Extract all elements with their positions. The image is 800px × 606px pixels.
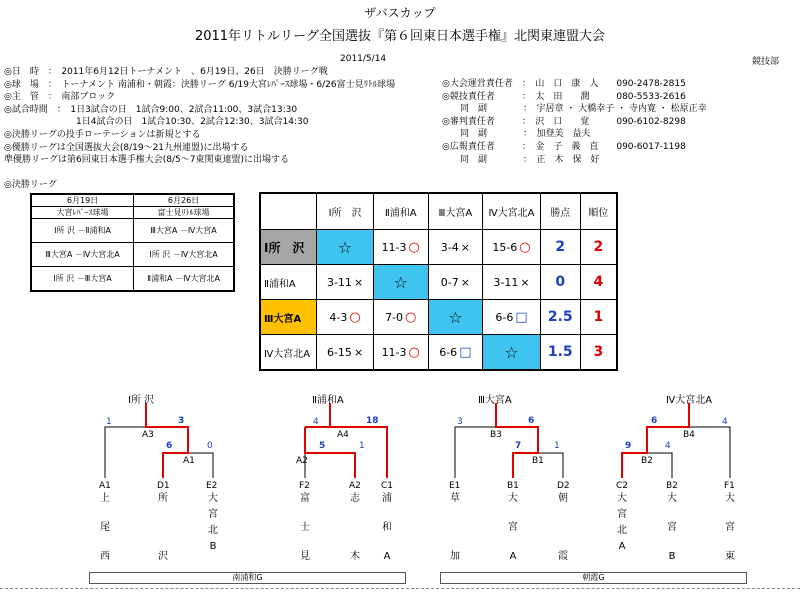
score: 15-6	[492, 240, 518, 254]
bracket-score: 4	[722, 417, 728, 427]
bracket-score: 9	[625, 441, 632, 451]
staff-line: ◎大会運営責任者 ： 山 口 康 人 090-2478-2815	[442, 79, 686, 89]
bracket-score: 6	[528, 416, 535, 426]
schedule-match: Ⅰ所 沢 －Ⅳ大宮北A	[134, 243, 234, 267]
score: 0-7	[440, 275, 459, 289]
bracket-title: Ⅱ浦和A	[312, 395, 344, 406]
rank-cell: 1	[580, 300, 617, 335]
team-name: 大 宮 B	[667, 493, 677, 562]
column-header: Ⅲ大宮A	[428, 193, 483, 230]
bracket-score: 1	[106, 417, 112, 427]
score: 7-0	[385, 310, 404, 324]
schedule-match: Ⅲ大宮A －Ⅳ大宮A	[134, 219, 234, 243]
team-cell: Ⅰ所 沢	[260, 230, 317, 265]
column-header: Ⅱ浦和A	[373, 193, 428, 230]
team-name: 大 宮 北 B	[208, 493, 218, 552]
bracket-title: Ⅳ大宮北A	[666, 395, 713, 406]
game-label: A4	[337, 430, 349, 440]
seed-id: F1	[724, 481, 735, 491]
bracket-title: Ⅲ大宮A	[478, 395, 512, 406]
info-line: ◎決勝リーグの投手ローテーションは新規とする	[4, 129, 201, 140]
team-cell: Ⅳ大宮北A	[260, 335, 317, 371]
points-cell: 2	[540, 230, 580, 265]
info-line: ◎日 時 ： 2011年6月12日トーナメント 、6月19日、26日 決勝リーグ戦	[4, 67, 328, 77]
seed-id: C1	[381, 481, 394, 491]
bracket-score: 4	[665, 441, 671, 451]
score: 11-3	[381, 240, 407, 254]
team-name: 浦 和 A	[382, 493, 392, 562]
rank-cell: 2	[580, 230, 617, 265]
rank-cell: 3	[580, 335, 617, 371]
self-match-cell: ☆	[428, 300, 483, 335]
schedule-venue: 富士見ﾘﾄﾙ球場	[134, 207, 234, 219]
score: 11-3	[381, 345, 407, 359]
staff-line: ◎審判責任者 ： 沢 口 覚 090-6102-8298	[442, 116, 686, 127]
staff-line: ◎広報責任者 ： 金 子 義 直 090-6017-1198	[442, 141, 686, 152]
team-name: 大 宮 A	[508, 493, 518, 562]
bracket-score: 0	[207, 441, 213, 451]
info-line: ◎球 場 ： トーナメント 南浦和・朝霞：決勝リーグ 6/19大宮ﾚﾊﾟｰｽ球場・6/26富士見ﾘﾄﾙ球場	[4, 79, 396, 90]
team-name: 大 宮 北 A	[617, 493, 627, 552]
loss-mark: ×	[353, 345, 364, 359]
staff-line: 同 副 ： 宇居章 ・ 大橋幸子 ・ 寺内寛 ・ 松原正幸	[442, 104, 707, 115]
page-divider	[0, 588, 800, 589]
score: 6-6	[495, 310, 514, 324]
venue-footer: 朝霞G	[440, 572, 747, 584]
team-name: 草 加	[450, 493, 460, 562]
team-name: 志 木	[350, 493, 360, 562]
info-line: ◎試合時間 ： 1日3試合の日 1試合9:00、2試合11:00、3試合13:30	[4, 104, 298, 115]
score: 3-4	[440, 240, 459, 254]
loss-mark: ×	[520, 275, 530, 289]
win-mark: ○	[349, 309, 361, 325]
rank-cell: 4	[580, 265, 617, 300]
game-label: A1	[183, 456, 195, 466]
team-name: 所 沢	[158, 493, 168, 562]
bracket-line	[689, 427, 730, 478]
win-mark: ○	[405, 309, 417, 325]
game-label: B3	[490, 430, 502, 440]
points-cell: 1.5	[540, 335, 580, 371]
seed-id: E2	[206, 481, 218, 491]
seed-id: C2	[616, 481, 629, 491]
self-match-cell: ☆	[317, 230, 374, 265]
venue-footer: 南浦和G	[89, 572, 406, 584]
info-line: ◎決勝リーグ	[4, 179, 57, 190]
schedule-match: Ⅲ大宮A －Ⅳ大宮北A	[31, 243, 134, 267]
bracket-score: 3	[457, 417, 463, 427]
bracket-score: 1	[554, 441, 560, 451]
winner-path	[622, 403, 689, 478]
team-name: 富 士 見	[300, 493, 310, 562]
bracket-score: 7	[515, 441, 522, 451]
seed-id: D1	[157, 481, 170, 491]
bracket-line	[105, 427, 146, 478]
schedule-match: Ⅱ浦和A －Ⅳ大宮北A	[134, 267, 234, 292]
team-name: 朝 霞	[558, 493, 568, 562]
loss-mark: ×	[353, 275, 364, 289]
score: 4-3	[329, 310, 348, 324]
win-mark: ○	[408, 344, 420, 360]
seed-id: B1	[507, 481, 519, 491]
bracket-score: 4	[313, 417, 319, 427]
bracket-score: 3	[178, 416, 185, 426]
column-header: 勝点	[540, 193, 580, 230]
page-title: 2011年リトルリーグ全国選抜『第６回東日本選手権』北関東連盟大会	[194, 29, 606, 44]
info-line: ◎主 管 ： 南部ブロック	[4, 92, 116, 103]
draw-mark: □	[459, 344, 472, 360]
bracket-score: 18	[366, 416, 379, 426]
win-mark: ○	[519, 239, 531, 255]
team-name: 上 尾 西	[100, 493, 110, 562]
seed-id: B2	[666, 481, 678, 491]
bracket-score: 6	[651, 416, 658, 426]
team-cell: Ⅱ浦和A	[260, 265, 317, 300]
seed-id: F2	[299, 481, 310, 491]
info-line: ◎優勝リーグは全国選抜大会(8/19～21九州連盟)に出場する	[4, 142, 249, 153]
schedule-match: Ⅰ所 沢 －Ⅱ浦和A	[31, 219, 134, 243]
bracket-line	[305, 453, 330, 478]
self-match-cell: ☆	[373, 265, 428, 300]
self-match-cell: ☆	[483, 335, 541, 371]
points-cell: 2.5	[540, 300, 580, 335]
game-label: B4	[683, 430, 695, 440]
loss-mark: ×	[460, 240, 470, 254]
game-label: B2	[641, 456, 653, 466]
document-date: 2011/5/14	[340, 54, 387, 64]
schedule-venue: 大宮ﾚﾊﾟｰｽ球場	[31, 207, 134, 219]
game-label: A3	[142, 430, 154, 440]
bracket-score: 6	[166, 441, 173, 451]
seed-id: D2	[557, 481, 570, 491]
schedule-date: 6月19日	[31, 194, 134, 207]
seed-id: A2	[349, 481, 361, 491]
bracket-score: 1	[359, 441, 365, 451]
team-name: 大 宮 東	[725, 493, 735, 562]
seed-id: A1	[99, 481, 111, 491]
score: 6-15	[326, 345, 352, 359]
draw-mark: □	[515, 309, 528, 325]
info-line: 準優勝リーグは第6回東日本選手権大会(8/5～7東関東連盟)に出場する	[4, 155, 289, 166]
department: 競技部	[752, 57, 780, 67]
game-label: A2	[296, 456, 308, 466]
column-header: Ⅰ所 沢	[317, 193, 374, 230]
sponsor-title: ザバスカップ	[364, 6, 436, 20]
staff-line: 同 副 ： 正 木 保 好	[442, 154, 600, 165]
seed-id: E1	[449, 481, 461, 491]
column-header: 順位	[580, 193, 617, 230]
schedule-date: 6月26日	[134, 194, 234, 207]
bracket-title: Ⅰ所 沢	[128, 395, 155, 406]
info-line: 1日4試合の日 1試合10:30、2試合12:30、3試合14:30	[4, 117, 309, 128]
team-cell: Ⅲ大宮A	[260, 300, 317, 335]
bracket-score: 5	[319, 441, 326, 451]
win-mark: ○	[408, 239, 420, 255]
staff-line: 同 副 ： 加登美 益夫	[442, 129, 591, 140]
score: 6-6	[439, 345, 458, 359]
staff-line: ◎競技責任者 ： 太 田 潤 080-5533-2616	[442, 91, 686, 102]
game-label: B1	[532, 456, 544, 466]
schedule-match: Ⅰ所 沢 －Ⅲ大宮A	[31, 267, 134, 292]
loss-mark: ×	[460, 275, 470, 289]
points-cell: 0	[540, 265, 580, 300]
score: 3-11	[493, 275, 519, 289]
column-header: Ⅳ大宮北A	[483, 193, 541, 230]
score: 3-11	[326, 275, 352, 289]
